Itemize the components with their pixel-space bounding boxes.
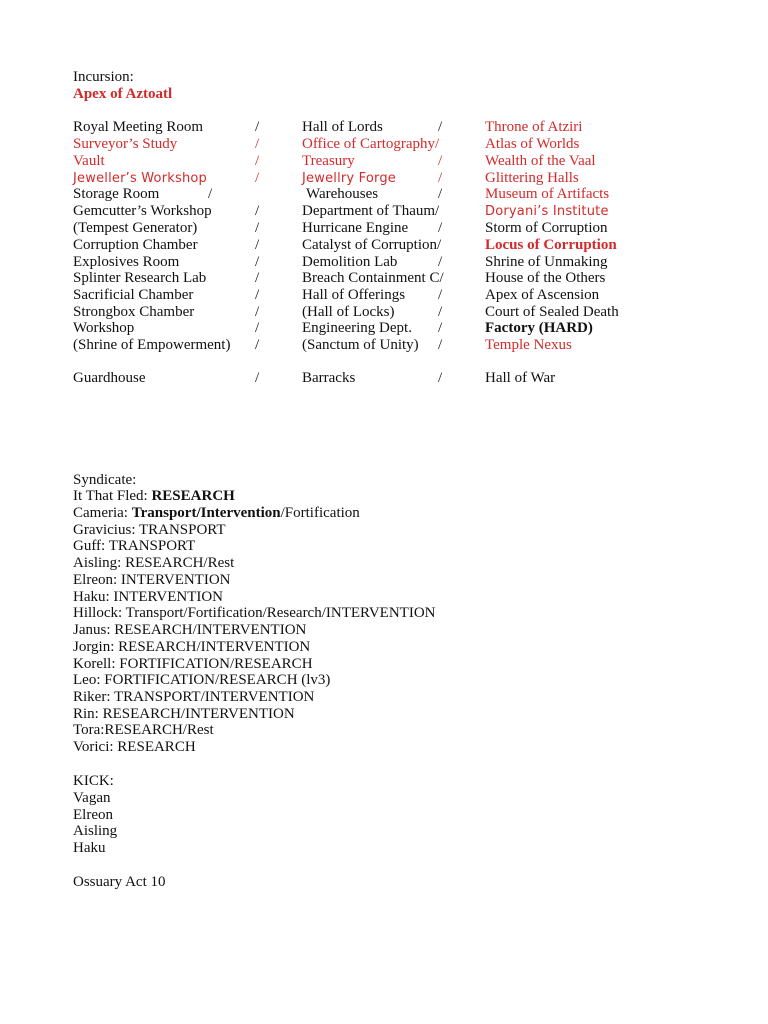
room-tier3: House of the Others xyxy=(485,270,606,286)
separator: / xyxy=(255,254,260,270)
room-tier2: Barracks xyxy=(302,370,356,386)
room-tier2: Office of Cartography/ xyxy=(302,136,440,152)
syndicate-member: Hillock: Transport/Fortification/Research/INTERVENTION xyxy=(73,605,436,621)
room-tier1: Storage Room xyxy=(73,186,160,202)
separator: / xyxy=(255,119,260,135)
room-tier1: Splinter Research Lab xyxy=(73,270,207,286)
room-tier2: Jewellry Forge xyxy=(302,171,396,186)
room-tier2: Hurricane Engine xyxy=(302,220,409,236)
kick-name: Elreon xyxy=(73,807,113,823)
separator: / xyxy=(438,170,443,186)
room-tier1: Gemcutter’s Workshop xyxy=(73,203,212,219)
syndicate-member: Leo: FORTIFICATION/RESEARCH (lv3) xyxy=(73,672,331,688)
room-tier3: Apex of Ascension xyxy=(485,287,600,303)
room-tier2: Hall of Lords xyxy=(302,119,383,135)
separator: / xyxy=(438,370,443,386)
room-tier1: Explosives Room xyxy=(73,254,180,270)
separator: / xyxy=(438,153,443,169)
separator: / xyxy=(438,254,443,270)
room-tier2: Treasury xyxy=(302,153,355,169)
separator: / xyxy=(255,304,260,320)
room-tier3: Court of Sealed Death xyxy=(485,304,619,320)
separator: / xyxy=(255,337,260,353)
separator: / xyxy=(438,220,443,236)
separator: / xyxy=(255,203,260,219)
separator: / xyxy=(438,304,443,320)
syndicate-member: Korell: FORTIFICATION/RESEARCH xyxy=(73,656,313,672)
room-tier3: Shrine of Unmaking xyxy=(485,254,608,270)
separator: / xyxy=(438,186,443,202)
room-tier3: Factory (HARD) xyxy=(485,320,593,336)
incursion-temple-title: Apex of Aztoatl xyxy=(73,86,173,102)
room-tier2: Demolition Lab xyxy=(302,254,398,270)
kick-heading: KICK: xyxy=(73,773,114,789)
room-tier2: Hall of Offerings xyxy=(302,287,406,303)
room-tier2: (Hall of Locks) xyxy=(302,304,395,320)
separator: / xyxy=(255,170,260,186)
kick-name: Vagan xyxy=(73,790,111,806)
syndicate-member: Riker: TRANSPORT/INTERVENTION xyxy=(73,689,315,705)
room-tier1: Corruption Chamber xyxy=(73,237,198,253)
separator: / xyxy=(255,220,260,236)
room-tier2: Breach Containment C/ xyxy=(302,270,444,286)
room-tier1: Strongbox Chamber xyxy=(73,304,195,320)
room-tier1: Jeweller’s Workshop xyxy=(73,171,208,186)
room-tier3: Throne of Atziri xyxy=(485,119,583,135)
room-tier3: Wealth of the Vaal xyxy=(485,153,596,169)
ossuary-note: Ossuary Act 10 xyxy=(73,874,166,890)
kick-name: Haku xyxy=(73,840,106,856)
room-tier3: Storm of Corruption xyxy=(485,220,608,236)
room-tier3: Glittering Halls xyxy=(485,170,579,186)
room-tier1: (Shrine of Empowerment) xyxy=(73,337,231,353)
room-tier1: Royal Meeting Room xyxy=(73,119,203,135)
separator: / xyxy=(208,186,213,202)
separator: / xyxy=(438,119,443,135)
room-tier1: Surveyor’s Study xyxy=(73,136,178,152)
syndicate-member: Jorgin: RESEARCH/INTERVENTION xyxy=(73,639,311,655)
room-tier1: Guardhouse xyxy=(73,370,146,386)
separator: / xyxy=(255,237,260,253)
room-tier3: Atlas of Worlds xyxy=(485,136,580,152)
room-tier2: Department of Thaum/ xyxy=(302,203,440,219)
separator: / xyxy=(438,287,443,303)
room-tier2: Engineering Dept. xyxy=(302,320,412,336)
syndicate-member: Guff: TRANSPORT xyxy=(73,538,196,554)
separator: / xyxy=(255,320,260,336)
room-tier3: Doryani’s Institute xyxy=(485,204,609,219)
syndicate-heading: Syndicate: xyxy=(73,472,137,488)
syndicate-member: Elreon: INTERVENTION xyxy=(73,572,231,588)
room-tier2: Warehouses xyxy=(306,186,379,202)
syndicate-member: Janus: RESEARCH/INTERVENTION xyxy=(73,622,307,638)
syndicate-member: Haku: INTERVENTION xyxy=(73,589,224,605)
syndicate-member: Aisling: RESEARCH/Rest xyxy=(73,555,235,571)
syndicate-member: Tora:RESEARCH/Rest xyxy=(73,722,214,738)
room-tier3: Temple Nexus xyxy=(485,337,572,353)
separator: / xyxy=(255,270,260,286)
room-tier1: Vault xyxy=(73,153,105,169)
room-tier1: Workshop xyxy=(73,320,135,336)
syndicate-member: Gravicius: TRANSPORT xyxy=(73,522,226,538)
separator: / xyxy=(255,370,260,386)
syndicate-member: Rin: RESEARCH/INTERVENTION xyxy=(73,706,295,722)
incursion-heading: Incursion: xyxy=(73,69,134,85)
separator: / xyxy=(255,153,260,169)
room-tier3: Locus of Corruption xyxy=(485,237,617,253)
room-tier2: (Sanctum of Unity) xyxy=(302,337,419,353)
separator: / xyxy=(255,287,260,303)
room-tier3: Museum of Artifacts xyxy=(485,186,610,202)
kick-name: Aisling xyxy=(73,823,118,839)
separator: / xyxy=(438,337,443,353)
room-tier3: Hall of War xyxy=(485,370,556,386)
room-tier2: Catalyst of Corruption/ xyxy=(302,237,442,253)
room-tier1: (Tempest Generator) xyxy=(73,220,198,236)
syndicate-member: It That Fled: RESEARCH xyxy=(73,488,235,504)
syndicate-member: Cameria: Transport/Intervention/Fortification xyxy=(73,505,360,521)
room-tier1: Sacrificial Chamber xyxy=(73,287,194,303)
syndicate-member: Vorici: RESEARCH xyxy=(73,739,196,755)
separator: / xyxy=(438,320,443,336)
separator: / xyxy=(255,136,260,152)
